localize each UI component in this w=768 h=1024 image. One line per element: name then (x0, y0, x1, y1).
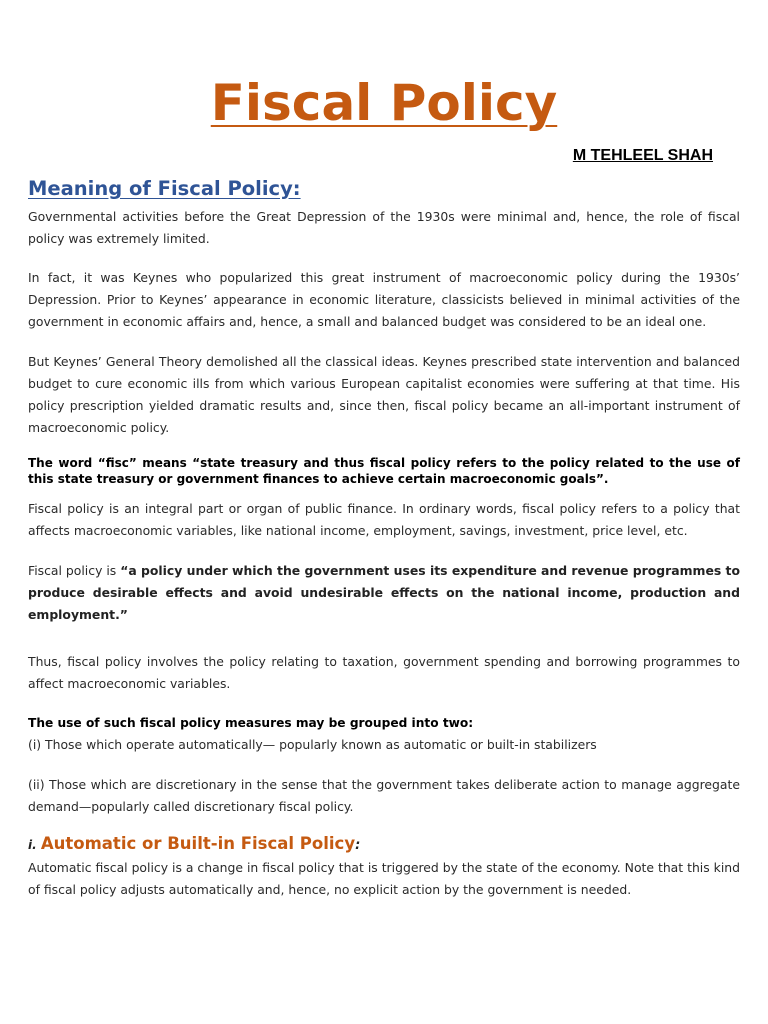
paragraph-2: In fact, it was Keynes who popularized this great instrument of macroeconomic policy during the 1930s’ Depression. Prior to Keynes’ appearance in economic literature, classicists believed in minimal activities of the government in economic affairs and, hence, a small and balanced budget was considered to be an ideal one. (28, 270, 740, 329)
subsection-colon: : (355, 838, 361, 853)
author-name: M TEHLEEL SHAH (572, 147, 713, 164)
paragraph-6-quote: “a policy under which the government uses its expenditure and revenue programmes to produce desirable effects and avoid undesirable effects on the national income, production and employment.” (28, 563, 740, 622)
paragraph-6 (28, 560, 740, 626)
subsection-heading (28, 830, 360, 860)
grouping-item-2: (ii) Those which are discretionary in the sense that the government takes deliberate action to manage aggregate demand—popularly called discretionary fiscal policy. (28, 777, 740, 814)
paragraph-1: Governmental activities before the Great Depression of the 1930s were minimal and, hence, the role of fiscal policy was extremely limited. (28, 209, 740, 246)
paragraph-10: Automatic fiscal policy is a change in fiscal policy that is triggered by the state of the economy. Note that this kind of fiscal policy adjusts automatically and, hence, no explicit action by the government is needed. (28, 860, 740, 897)
grouping-heading: The use of such fiscal policy measures may be grouped into two: (28, 716, 474, 730)
document-title (0, 66, 768, 140)
subsection-number: i. (28, 838, 41, 852)
paragraph-fisc-definition: The word “fisc” means “state treasury and thus fiscal policy refers to the policy related to the use of this state treasury or government finances to achieve certain macroeconomic goals”. (28, 456, 740, 486)
paragraph-7: Thus, fiscal policy involves the policy relating to taxation, government spending and borrowing programmes to affect macroeconomic variables. (28, 654, 740, 691)
subsection-title: Automatic or Built-in Fiscal Policy (40, 834, 356, 853)
title-text: Fiscal Policy (210, 74, 558, 132)
paragraph-6-lead: Fiscal policy is (28, 563, 121, 578)
grouping-item-1: (i) Those which operate automatically— popularly known as automatic or built-in stabilizers (28, 737, 597, 752)
paragraph-5: Fiscal policy is an integral part or organ of public finance. In ordinary words, fiscal policy refers to a policy that affects macroeconomic variables, like national income, employment, savings, investment, price level, etc. (28, 501, 740, 538)
paragraph-3: But Keynes’ General Theory demolished all the classical ideas. Keynes prescribed state intervention and balanced budget to cure economic ills from which various European capitalist economies were suffering at that time. His policy prescription yielded dramatic results and, since then, fiscal policy became an all-important instrument of macroeconomic policy. (28, 354, 740, 435)
section-heading: Meaning of Fiscal Policy: (28, 177, 301, 200)
